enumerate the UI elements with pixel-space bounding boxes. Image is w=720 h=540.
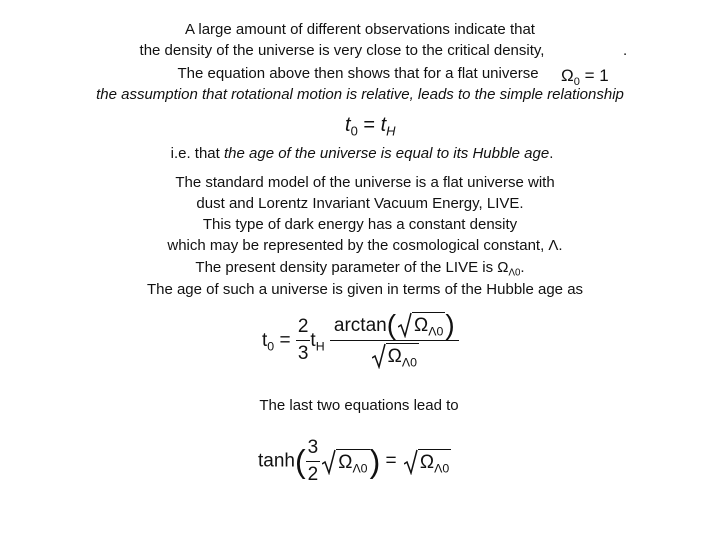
age-omega-den-sub: Λ0 xyxy=(401,355,417,370)
density-subscript: Λ0 xyxy=(508,267,521,279)
age-equals: = xyxy=(279,329,291,351)
text-line-standard-model: The standard model of the universe is a flat universe with xyxy=(175,174,555,191)
text-line-flat-universe: The equation above then shows that for a flat universe xyxy=(177,65,539,82)
omega-equals-one-equation xyxy=(561,66,611,86)
ie-suffix: . xyxy=(549,145,554,162)
tH-subscript: H xyxy=(386,123,396,139)
text-line-critical-density: the density of the universe is very close to the critical density, xyxy=(139,42,545,59)
text-line-last-two-equations: The last two equations lead to xyxy=(259,397,459,414)
age-omega-den: Ω xyxy=(387,346,402,367)
tanh-equals: = xyxy=(385,450,397,472)
ie-italic: the age of the universe is equal to its Hubble age xyxy=(223,145,550,162)
age-equals-hubble-age-equation xyxy=(345,114,396,137)
age-sqrt-den xyxy=(372,343,419,369)
text-period: . xyxy=(623,42,628,59)
tanh-coef-den: 2 xyxy=(307,464,319,485)
age-arctan-fn: arctan xyxy=(333,315,387,336)
density-suffix: . xyxy=(520,259,525,276)
age-coef-den: 3 xyxy=(297,343,309,364)
tanh-sqrt-left xyxy=(322,449,369,475)
text-line-rotational-motion: the assumption that rotational motion is relative, leads to the simple relationship xyxy=(96,86,624,103)
omega-rhs: = 1 xyxy=(584,66,609,85)
text-line-density-parameter xyxy=(0,259,720,277)
age-omega-num-sub: Λ0 xyxy=(428,324,444,339)
age-tH: t xyxy=(310,329,316,351)
tanh-omega-right: Ω xyxy=(419,451,435,473)
text-line-cosmological-constant: which may be represented by the cosmological constant, Λ. xyxy=(167,237,563,254)
age-arctan-fraction: arctan( $\Omega_{\Lambda 0}$) $\Omega_{\Lambda 0}$ xyxy=(330,312,459,369)
omega-symbol: Ω xyxy=(561,66,574,85)
text-line-dust-live: dust and Lorentz Invariant Vacuum Energy, LIVE. xyxy=(196,195,524,212)
tanh-sqrt-right xyxy=(404,449,451,475)
tH-symbol: t xyxy=(380,114,387,136)
equals-sign: = xyxy=(363,114,376,136)
age-sqrt-num xyxy=(398,312,445,338)
age-omega-num: Ω xyxy=(414,315,429,336)
omega-subscript: 0 xyxy=(573,75,580,88)
tanh-coef-num: 3 xyxy=(306,436,321,462)
age-t0-subscript: 0 xyxy=(267,338,275,353)
text-line-hubble-age: The age of such a universe is given in terms of the Hubble age as xyxy=(146,281,584,298)
t0-symbol: t xyxy=(345,114,351,136)
tanh-omega-left: Ω xyxy=(338,451,353,473)
tanh-fn: tanh xyxy=(258,450,295,472)
text-line-dark-energy: This type of dark energy has a constant density xyxy=(202,216,518,233)
density-prefix: The present density parameter of the LIVE is Ω xyxy=(195,259,509,276)
age-t0: t xyxy=(262,329,268,351)
age-coef-num: 2 xyxy=(296,315,311,341)
text-line-observations: A large amount of different observations indicate that xyxy=(185,21,535,38)
age-arctan-equation xyxy=(262,309,459,370)
ie-prefix: i.e. that xyxy=(170,145,224,162)
age-coefficient-fraction xyxy=(296,315,311,366)
t0-subscript: 0 xyxy=(350,123,358,139)
text-line-ie xyxy=(2,145,720,163)
tanh-equation: tanh( $\frac{3}{2}$ $\Omega_{\Lambda 0}$) = $\Omega_{\Lambda 0}$ xyxy=(258,437,450,485)
tanh-coefficient-fraction xyxy=(306,436,321,487)
tanh-omega-left-sub: Λ0 xyxy=(352,460,368,475)
tanh-omega-right-sub: Λ0 xyxy=(434,460,450,475)
age-tH-subscript: H xyxy=(315,338,325,353)
